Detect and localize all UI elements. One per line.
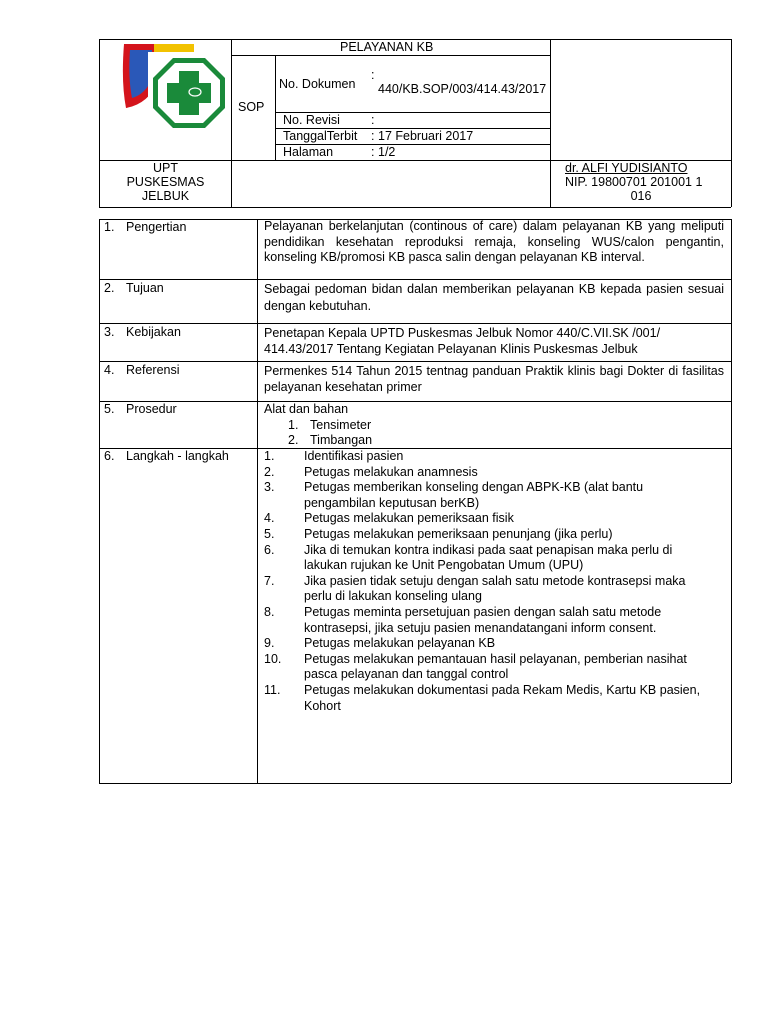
tanggal-terbit-label: TanggalTerbit — [283, 129, 358, 143]
section-label-pengertian: Pengertian — [126, 220, 187, 234]
list-item: 6. Jika di temukan kontra indikasi pada saat penapisan maka perlu di lakukan rujukan ke Unit Pengobatan Umum (UPU) — [264, 542, 673, 573]
halaman-colon: : — [371, 145, 375, 159]
org-name-line3: JELBUK — [141, 189, 190, 203]
section-text-pengertian: Pelayanan berkelanjutan (continous of care) dalam pelayanan KB yang meliputi pendidikan kesehatan reproduksi remaja, konseling WUS/calon pengantin, konseling KB/promosi KB pasca salin dengan pelayanan KB interval. — [264, 219, 724, 265]
signer-name: dr. ALFI YUDISIANTO — [565, 161, 688, 175]
list-item: 8. Petugas meminta persetujuan pasien dengan salah satu metode kontrasepsi, jika setuju pasien menandatangani inform consent. — [264, 604, 662, 635]
section-number: 3. — [104, 325, 115, 339]
sop-label: SOP — [238, 100, 265, 114]
section-label-kebijakan: Kebijakan — [126, 325, 181, 339]
section-label-prosedur: Prosedur — [126, 402, 177, 416]
no-dokumen-colon: : — [371, 68, 375, 82]
section-label-langkah: Langkah - langkah — [126, 449, 229, 463]
section-number: 2. — [104, 281, 115, 295]
tanggal-terbit-value: 17 Februari 2017 — [378, 129, 474, 143]
halaman-label: Halaman — [283, 145, 334, 159]
list-item: 9. Petugas melakukan pelayanan KB — [264, 636, 496, 651]
no-dokumen-value: 440/KB.SOP/003/414.43/2017 — [378, 82, 547, 96]
signer-nip: NIP. 19800701 201001 1 — [565, 175, 703, 189]
list-item: 1. Identifikasi pasien — [264, 449, 404, 463]
section-number: 4. — [104, 363, 115, 377]
list-item: 5. Petugas melakukan pemeriksaan penunjang (jika perlu) — [264, 526, 613, 541]
list-item-number: 2. — [288, 433, 299, 447]
halaman-value: 1/2 — [378, 145, 396, 159]
steps-list — [264, 449, 704, 714]
list-item: Tensimeter — [310, 418, 372, 432]
list-item: 2. Petugas melakukan anamnesis — [264, 464, 478, 479]
list-item-number: 1. — [288, 418, 299, 432]
no-revisi-label: No. Revisi — [283, 113, 340, 127]
logo-icon — [118, 42, 230, 132]
list-item: 3. Petugas memberikan konseling dengan ABPK-KB (alat bantu pengambilan keputusan berKB) — [264, 480, 644, 510]
document-title: PELAYANAN KB — [340, 40, 434, 54]
signer-nip-cont: 016 — [630, 189, 652, 203]
org-name-line2: PUSKESMAS — [126, 175, 205, 189]
section-text-tujuan: Sebagai pedoman bidan dalan memberikan pelayanan KB kepada pasien sesuai dengan kebutuhan. — [264, 282, 724, 313]
section-number: 6. — [104, 449, 115, 463]
puskesmas-logo — [118, 42, 230, 132]
section-number: 1. — [104, 220, 115, 234]
list-item: 11. Petugas melakukan dokumentasi pada Rekam Medis, Kartu KB pasien, Kohort — [264, 682, 701, 713]
section-number: 5. — [104, 402, 115, 416]
list-item: Timbangan — [310, 433, 373, 447]
no-dokumen-label: No. Dokumen — [279, 77, 356, 91]
list-item: 10. Petugas melakukan pemantauan hasil pelayanan, pemberian nasihat pasca pelayanan dan tanggal control — [264, 651, 687, 682]
tanggal-terbit-colon: : — [371, 129, 375, 143]
no-revisi-colon: : — [371, 113, 375, 127]
section-label-tujuan: Tujuan — [126, 281, 164, 295]
section-label-referensi: Referensi — [126, 363, 180, 377]
section-text-referensi: Permenkes 514 Tahun 2015 tentnag panduan Praktik klinis bagi Dokter di fasilitas pelayanan kesehatan primer — [264, 364, 724, 394]
section-text-kebijakan: Penetapan Kepala UPTD Puskesmas Jelbuk Nomor 440/C.VII.SK /001/ 414.43/2017 Tentang Kegiatan Pelayanan Klinis Puskesmas Jelbuk — [264, 326, 661, 356]
list-item: 7. Jika pasien tidak setuju dengan salah satu metode kontrasepsi maka perlu di lakukan konseling ulang — [264, 573, 686, 604]
prosedur-intro: Alat dan bahan — [264, 402, 349, 416]
list-item: 4. Petugas melakukan pemeriksaan fisik — [264, 511, 514, 526]
org-name-line1: UPT — [153, 161, 178, 175]
